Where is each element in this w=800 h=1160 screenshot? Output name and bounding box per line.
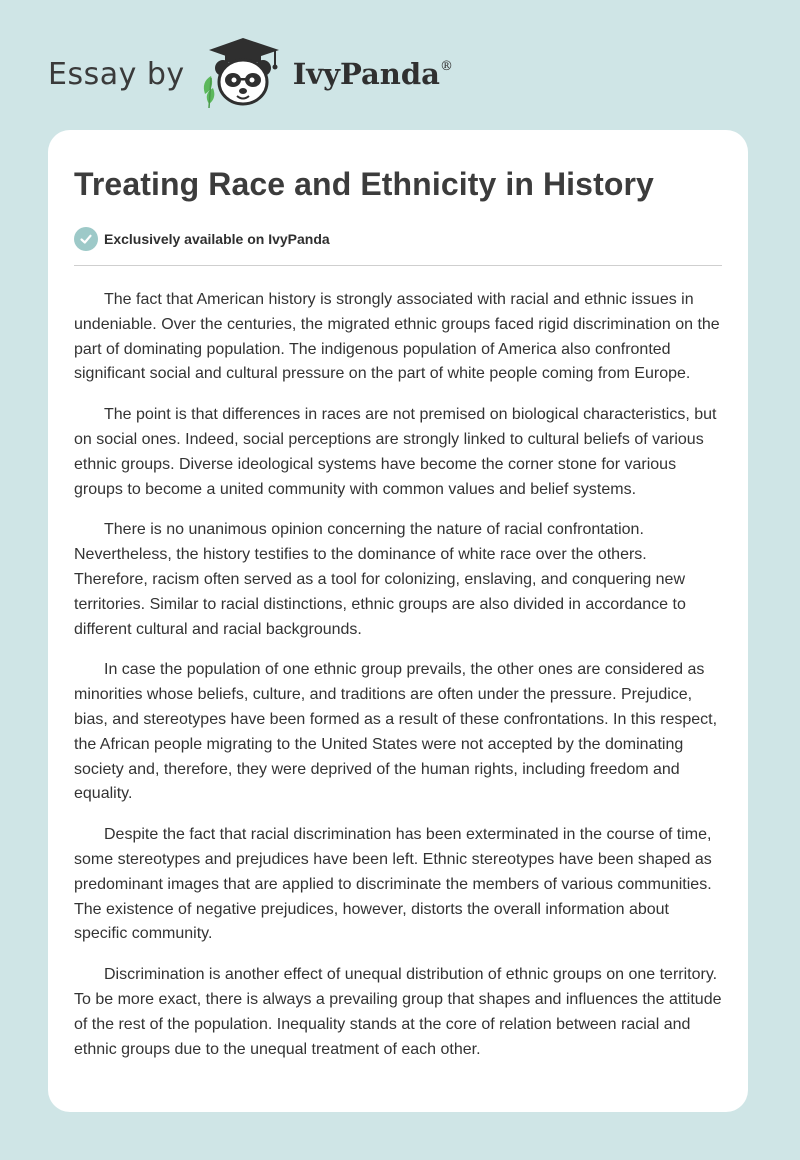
registered-mark: ® [439, 59, 453, 74]
paragraph: The point is that differences in races are not premised on biological characteristics, but on social ones. Indeed, social perceptions are strongly linked to cultural beliefs of various ethnic groups. Diverse ideological systems have become the corner stone for various groups to become a united community with common values and belief systems. [74, 406, 717, 498]
exclusive-label: Exclusively available on IvyPanda [104, 231, 330, 247]
paragraph: There is no unanimous opinion concerning the nature of racial confrontation. Nevertheless, the history testifies to the dominance of white race over the others. Therefore, racism often served as a tool for colonizing, enslaving, and conquering new territories. Similar to racial distinctions, ethnic groups are also divided in accordance to different cultural and racial backgrounds. [74, 521, 686, 638]
paragraph: The fact that American history is strongly associated with racial and ethnic issues in undeniable. Over the centuries, the migrated ethnic groups faced rigid discrimination on the part of dominating population. The indigenous population of America also confronted significant social and cultural pressure on the part of white people coming from Europe. [74, 291, 720, 383]
paragraph: Despite the fact that racial discrimination has been exterminated in the course of time, some stereotypes and prejudices have been left. Ethnic stereotypes have been shaped as predominant images that are applied to discriminate the members of various communities. The existence of negative prejudices, however, distorts the overall information about specific community. [74, 826, 712, 943]
check-icon [74, 227, 98, 251]
exclusive-badge [74, 227, 722, 251]
site-brand[interactable] [48, 34, 453, 114]
article-card [48, 130, 748, 1112]
paragraph: In case the population of one ethnic group prevails, the other ones are considered as minorities whose beliefs, culture, and traditions are often under the pressure. Prejudice, bias, and stereotypes have been formed as a result of these confrontations. In this respect, the African people migrating to the United States were not accepted by the dominating society and, therefore, they were deprived of the human rights, including freedom and equality. [74, 661, 718, 803]
article-title: Treating Race and Ethnicity in History [74, 166, 654, 202]
brand-name [293, 57, 453, 91]
brand-prefix: Essay by [48, 56, 185, 92]
brand-name-text: IvyPanda [292, 57, 440, 91]
paragraph: Discrimination is another effect of unequal distribution of ethnic groups on one territory. To be more exact, there is always a prevailing group that shapes and influences the attitude of the rest of the population. Inequality stands at the core of relation between racial and ethnic groups due to the unequal treatment of each other. [74, 966, 722, 1058]
panda-graduate-icon [199, 36, 289, 112]
divider [74, 265, 722, 266]
